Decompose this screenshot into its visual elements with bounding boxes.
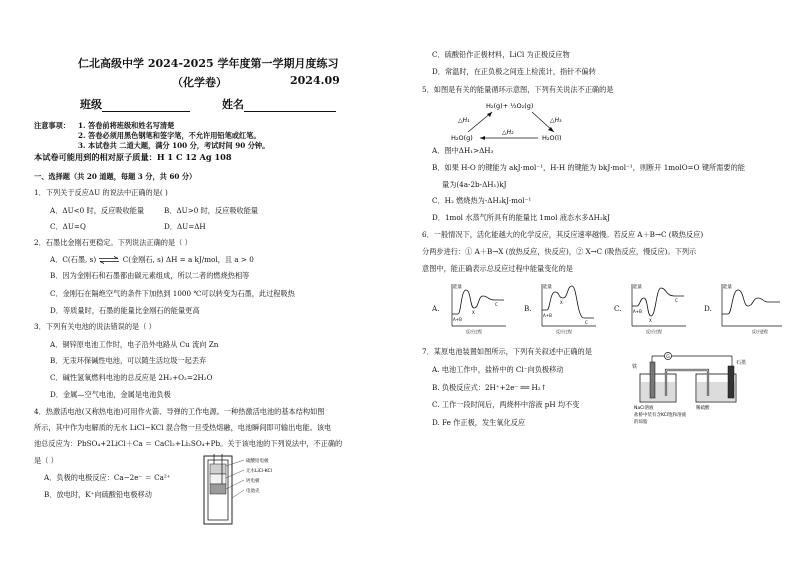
dilute-acid-label: 稀硫酸 [696, 406, 710, 411]
fig-label-shell: 电池壳 [246, 489, 260, 494]
q4-line-3: 池总反应为：PbSO₄+2LiCl＋Ca ＝ CaCl₂+Li₂SO₄+Pb。关于该电池的下列说法中，不正确的 [34, 439, 343, 448]
graph-a-xlabel: 反应过程 [466, 329, 482, 334]
graph-d-xlabel: 反应进程 [752, 329, 768, 334]
q4-option-c[interactable]: C．硫酸铅作正极材料，LiCl 为正极反应物 [432, 50, 570, 59]
fig-label-lead-sulfate: 硫酸铅电极 [246, 459, 269, 464]
name-label: 姓名 [222, 98, 244, 111]
cycle-right: H₂O(l) [542, 134, 562, 142]
cycle-top: H₂(g)+ ½O₂(g) [486, 102, 534, 110]
agar-label: 的琼脂 [634, 420, 648, 425]
q3-option-b[interactable]: B．无汞环保碱性电池，可以随生活垃圾一起丢弃 [50, 356, 207, 365]
q1-option-a[interactable]: A．ΔU<0 时，反应吸收能量 [50, 206, 145, 215]
graph-b-ab: A+B [543, 313, 552, 318]
q3-option-d[interactable]: D．金属—空气电池，金属是电池负极 [50, 390, 171, 399]
graph-b-ylabel: 能量 [543, 285, 552, 290]
q5-option-c[interactable]: C．H₂ 燃烧热为-ΔH₃kJ·mol⁻¹ [432, 196, 532, 205]
cycle-left: H₂O(g) [451, 134, 473, 142]
atomic-mass-line: 本试卷可能用到的相对原子质量：H 1 C 12 Ag 108 [34, 152, 232, 162]
q4-option-d[interactable]: D．常温时，在正负极之间连上检流计，指针不偏转 [432, 67, 596, 76]
q5-option-b-line-2: 量为(4a-2b-ΔH₁)kJ [442, 180, 507, 189]
graph-c-ab: A+B [633, 309, 642, 314]
q4-option-b[interactable]: B．放电时，K⁺向硫酸铅电极移动 [44, 490, 152, 499]
graph-b-xlabel: 反应过程 [556, 329, 572, 334]
graph-a-ylabel: 能量 [453, 285, 462, 290]
exam-subject: （化学卷） [172, 76, 227, 89]
section-1-heading: 一、选择题（共 20 道题，每题 3 分，共 60 分） [34, 172, 197, 181]
graph-c-c: C [675, 298, 678, 303]
graph-c-ylabel: 能量 [633, 285, 642, 290]
q6-line-2: 分两步进行：① A＋B→X (放热反应，快反应)，② X→C (吸热反应，慢反应)。下列示 [422, 247, 697, 256]
q2-option-d[interactable]: D．等质量时，石墨的能量比金刚石的能量更高 [50, 306, 200, 315]
graph-b-x: X [560, 300, 563, 305]
graph-a-x: X [472, 310, 475, 315]
q3-option-c[interactable]: C．碱性氢氧燃料电池的总反应是 2H₂+O₂=2H₂O [50, 373, 213, 382]
q2-option-b[interactable]: B．因为金刚石和石墨都由碳元素组成，所以二者的燃烧热相等 [50, 271, 250, 280]
graph-c-x: X [649, 318, 652, 323]
salt-bridge-label: 盐桥中装有含KCl饱和溶液 [634, 413, 687, 418]
name-field [222, 96, 336, 112]
q6-graph-b[interactable] [536, 280, 598, 336]
q5-stem: 5．如图是有关的能量循环示意图，下列有关说法不正确的是 [422, 85, 614, 94]
name-blank[interactable] [244, 101, 336, 112]
q7-option-a[interactable]: A. 电池工作中，盐桥中的 Cl⁻向负极移动 [432, 365, 564, 374]
q5-option-d[interactable]: D．1mol 水蒸气所具有的能量比 1mol 液态水多ΔH₂kJ [432, 213, 611, 222]
nacl-solution-label: NaCl溶液 [634, 406, 654, 411]
fig-label-calcium: 钙电极 [246, 479, 260, 484]
q6-options-graphs [432, 280, 792, 340]
q1-option-d[interactable]: D．ΔU=ΔH [164, 222, 206, 231]
q6-option-c-letter[interactable]: C. [614, 304, 622, 313]
graph-b-c: C [585, 320, 588, 325]
q1-option-b[interactable]: B．ΔU>0 时，反应吸收能量 [164, 206, 259, 215]
cycle-dh2: △H₂ [502, 129, 514, 136]
q5-option-a[interactable]: A．图中ΔH₁>ΔH₃ [432, 146, 494, 155]
q2-option-c[interactable]: C．金刚石在隔绝空气的条件下加热到 1000 ℃可以转变为石墨，此过程吸热 [50, 289, 295, 298]
exam-title: 仁北高级中学 2024-2025 学年度第一学期月度练习 [78, 57, 339, 70]
notes-heading: 注意事项： [34, 121, 70, 130]
energy-cycle-diagram [450, 96, 580, 146]
fe-electrode-label: 铁 [632, 364, 638, 370]
note-2: 2. 答卷必须用黑色钢笔和签字笔，不允许用铅笔或红笔。 [78, 131, 261, 140]
thermal-battery-figure [200, 454, 310, 526]
q4-line-4: 是（ ） [34, 456, 58, 465]
galvanometer-label: G [666, 354, 670, 360]
equilibrium-arrow-icon [98, 256, 120, 264]
q4-option-a[interactable]: A．负极的电极反应：Ca−2e⁻ ＝ Ca²⁺ [44, 473, 171, 482]
q6-option-d-letter[interactable]: D. [704, 304, 712, 313]
note-1: 1. 答卷前将班级和姓名写清楚 [78, 121, 175, 130]
q6-graph-a[interactable] [446, 280, 508, 336]
cycle-dh1: △H₁ [458, 117, 470, 124]
graph-a-ab: A+B [453, 317, 462, 322]
class-blank[interactable] [102, 101, 190, 112]
q7-option-d[interactable]: D. Fe 作正极，发生氧化反应 [432, 418, 526, 427]
graphite-electrode-label: 石墨 [736, 360, 747, 366]
q1-stem: 1．下列关于反应ΔU 的说法中正确的是( ) [34, 188, 168, 197]
graph-c-xlabel: 反应过程 [646, 329, 662, 334]
q3-stem: 3．下列有关电池的说法错误的是（ ） [34, 322, 156, 331]
cycle-dh3: △H₃ [550, 117, 562, 124]
q6-graph-d[interactable] [716, 280, 786, 336]
q5-option-b-line-1[interactable]: B．如果 H-O 的键能为 akJ·mol⁻¹，H-H 的键能为 bkJ·mol⁻¹，则断开 1molO=O 键所需要的能 [432, 163, 745, 172]
q6-line-1: 6．一般情况下，活化能越大的化学反应，其反应速率越慢。若反应 A＋B→C (吸热反应) [422, 230, 704, 239]
note-3: 3. 本试卷共 二道大题，满分 100 分，考试时间 90 分钟。 [78, 141, 270, 150]
q2-a-product: C(金刚石, s) ΔH = a kJ/mol，且 a > 0 [122, 255, 254, 264]
q2-option-a[interactable] [50, 255, 254, 265]
q4-line-2: 所示，其中作为电解质的无水 LiCl−KCl 混合物一旦受热熔融，电池瞬间即可输出电能。该电 [34, 423, 332, 432]
exam-date: 2024.09 [290, 74, 340, 87]
q2-stem: 2．石墨比金刚石更稳定。下列说法正确的是（ ） [34, 238, 192, 247]
q6-option-a-letter[interactable]: A. [432, 304, 440, 313]
galvanic-cell-figure [632, 352, 752, 432]
graph-a-c: C [495, 302, 498, 307]
q2-a-reactant: A．C(石墨, s) [50, 255, 97, 264]
q4-line-1: 4．热激活电池(又称热电池)可用作火箭、导弹的工作电源。一种热激活电池的基本结构如图 [34, 407, 325, 416]
q6-option-b-letter[interactable]: B. [524, 304, 532, 313]
class-label: 班级 [80, 98, 102, 111]
q6-line-3: 意图中，能正确表示总反应过程中能量变化的是 [422, 264, 573, 273]
graph-d-ylabel: 能量 [723, 285, 732, 290]
fig-label-electrolyte: 无水LiCl-KCl [246, 469, 272, 474]
q7-option-b[interactable]: B. 负极反应式：2H⁺+2e⁻ ══ H₂↑ [432, 383, 547, 392]
q6-graph-c[interactable] [626, 280, 688, 336]
class-field [80, 96, 190, 112]
q1-option-c[interactable]: C．ΔU=Q [50, 222, 86, 231]
q7-option-c[interactable]: C. 工作一段时间后，两烧杯中溶液 pH 均不变 [432, 400, 580, 409]
q7-stem: 7．某原电池装置如图所示，下列有关叙述中正确的是 [422, 347, 592, 356]
q3-option-a[interactable]: A．铜锌原电池工作时，电子沿外电路从 Cu 流向 Zn [50, 340, 219, 349]
